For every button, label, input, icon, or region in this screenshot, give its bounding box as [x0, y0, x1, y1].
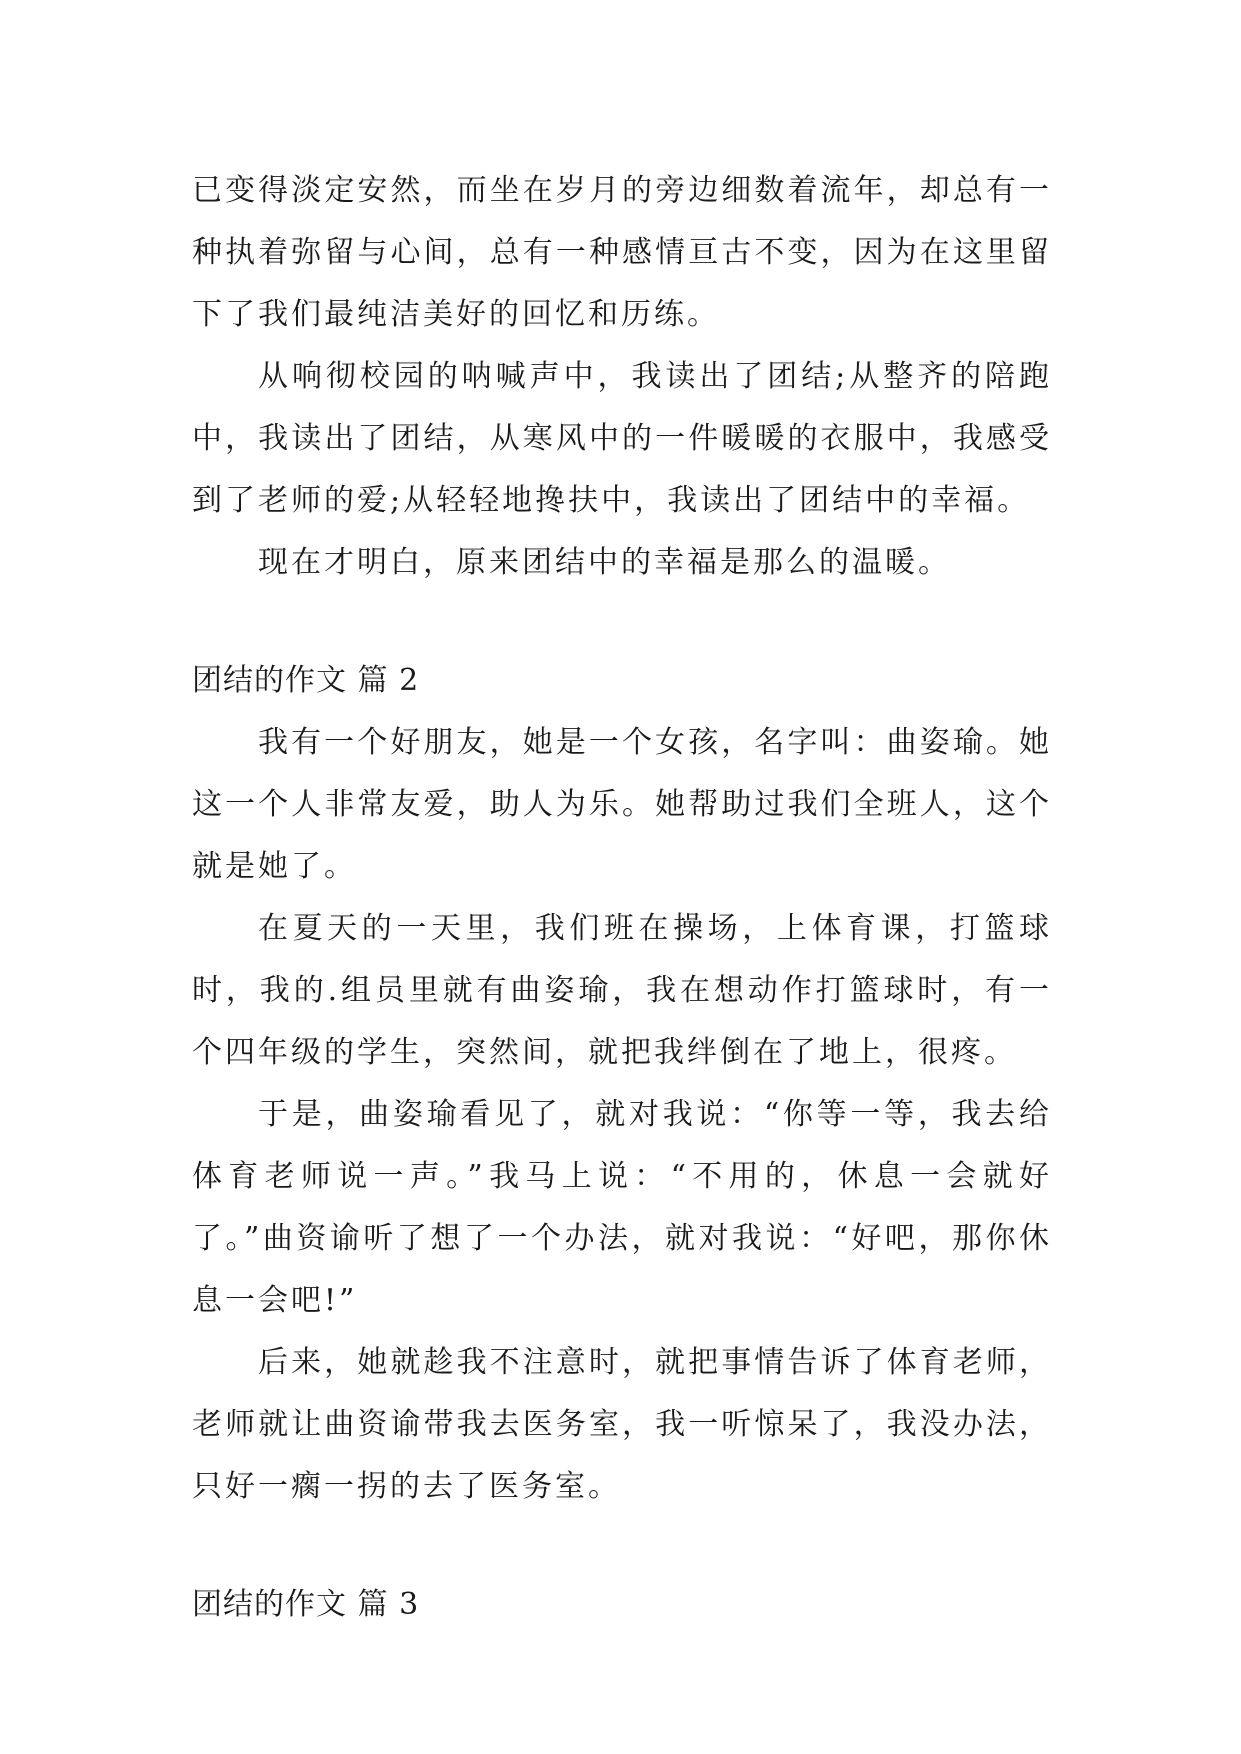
paragraph: 在夏天的一天里，我们班在操场，上体育课，打篮球时，我的.组员里就有曲姿瑜，我在想动作打篮球时，有一个四年级的学生，突然间，就把我绊倒在了地上，很疼。 [192, 911, 1052, 1070]
paragraph: 已变得淡定安然，而坐在岁月的旁边细数着流年，却总有一种执着弥留与心间，总有一种感情亘古不变，因为在这里留下了我们最纯洁美好的回忆和历练。 [192, 173, 1052, 332]
paragraph: 现在才明白，原来团结中的幸福是那么的温暖。 [258, 545, 951, 580]
paragraph: 我有一个好朋友，她是一个女孩，名字叫：曲姿瑜。她这一个人非常友爱，助人为乐。她帮助过我们全班人，这个就是她了。 [192, 725, 1052, 884]
paragraph: 从响彻校园的呐喊声中，我读出了团结;从整齐的陪跑中，我读出了团结，从寒风中的一件暖暖的衣服中，我感受到了老师的爱;从轻轻地搀扶中，我读出了团结中的幸福。 [192, 359, 1052, 518]
section-heading: 团结的作文 篇 3 [192, 1587, 420, 1622]
section-spacer [192, 1518, 1052, 1574]
paragraph: 于是，曲姿瑜看见了，就对我说：“你等一等，我去给体育老师说一声。”我马上说：“不用的，休息一会就好了。”曲资谕听了想了一个办法，就对我说：“好吧，那你休息一会吧!” [192, 1097, 1052, 1318]
paragraph: 后来，她就趁我不注意时，就把事情告诉了体育老师，老师就让曲资谕带我去医务室，我一听惊呆了，我没办法，只好一瘸一拐的去了医务室。 [192, 1345, 1052, 1504]
document-body [192, 160, 1052, 1636]
section-spacer [192, 594, 1052, 650]
section-heading: 团结的作文 篇 2 [192, 663, 420, 698]
